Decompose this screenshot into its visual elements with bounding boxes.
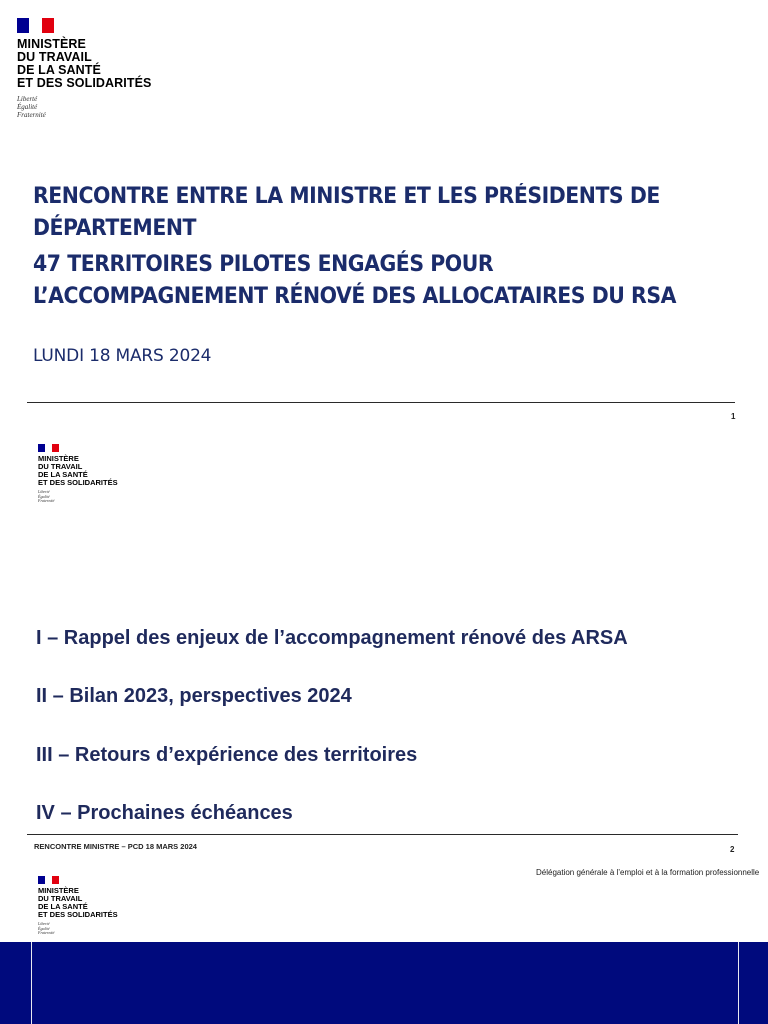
footer-event-label: RENCONTRE MINISTRE – PCD 18 MARS 2024 [34,842,197,851]
agenda-item: II – Bilan 2023, perspectives 2024 [36,685,352,707]
ministry-name: MINISTÈRE DU TRAVAIL DE LA SANTÉ ET DES SOLIDARITÉS [38,886,118,919]
banner-divider [31,942,32,1024]
divider [27,402,735,403]
republic-motto: Liberté Égalité Fraternité [38,921,55,935]
republic-motto: Liberté Égalité Fraternité [17,95,46,119]
section-banner [0,942,768,1024]
page-number: 2 [730,845,735,854]
french-flag-icon [38,444,59,452]
french-flag-icon [17,18,54,33]
agenda-item: IV – Prochaines échéances [36,802,293,824]
ministry-logo-small [38,876,118,936]
agenda-item: I – Rappel des enjeux de l’accompagnement rénové des ARSA [36,627,628,649]
ministry-logo-small [38,444,118,504]
footer-department: Délégation générale à l’emploi et à la formation professionnelle [536,868,760,877]
slide-title: RENCONTRE ENTRE LA MINISTRE ET LES PRÉSIDENTS DE DÉPARTEMENT 47 TERRITOIRES PILOTES ENGAGÉS POUR L’ACCOMPAGNEMENT RÉNOVÉ DES ALLOCATAIRES DU RSA [33,184,676,309]
page-number: 1 [731,412,736,421]
meeting-date: LUNDI 18 MARS 2024 [33,346,212,366]
agenda-item: III – Retours d’expérience des territoires [36,744,418,766]
ministry-name: MINISTÈRE DU TRAVAIL DE LA SANTÉ ET DES SOLIDARITÉS [38,454,118,487]
french-flag-icon [38,876,59,884]
divider [27,834,738,835]
ministry-name: MINISTÈRE DU TRAVAIL DE LA SANTÉ ET DES SOLIDARITÉS [17,37,152,90]
ministry-logo [17,18,151,119]
banner-divider [738,942,739,1024]
republic-motto: Liberté Égalité Fraternité [38,489,55,503]
